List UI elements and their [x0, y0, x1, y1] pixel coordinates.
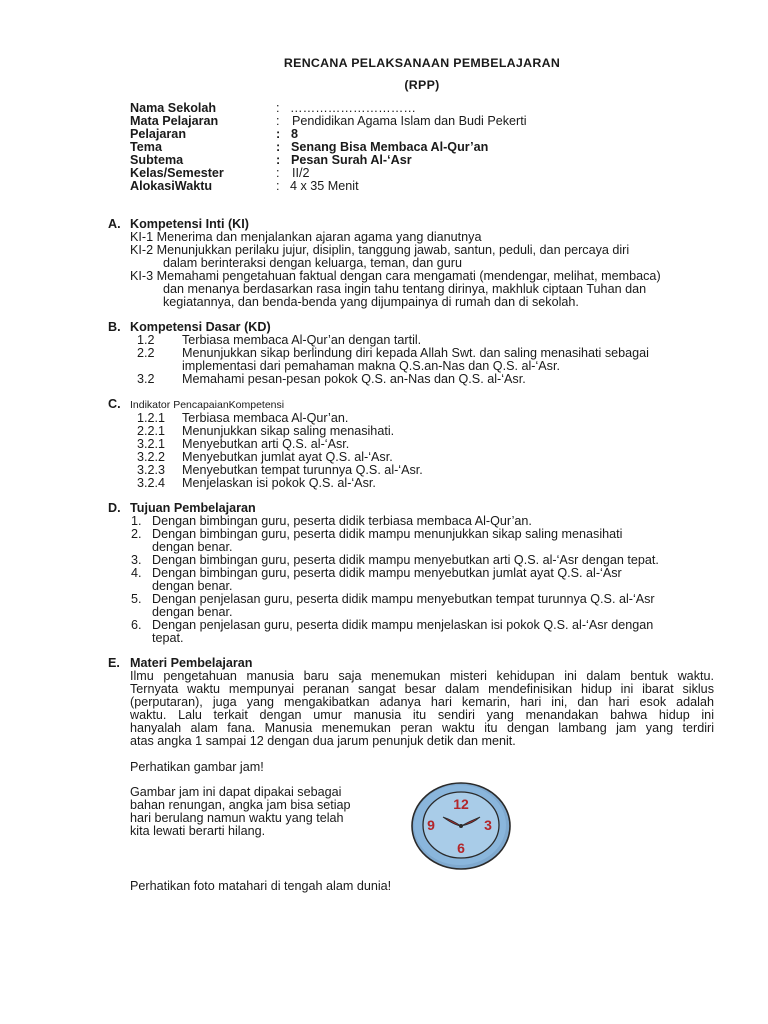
objective-number: 1. — [131, 514, 142, 528]
identity-label: Pelajaran — [130, 127, 187, 141]
identity-value-subtheme: Pesan Surah Al-‘Asr — [291, 153, 412, 167]
indicator-text: Menyebutkan arti Q.S. al-‘Asr. — [182, 437, 350, 451]
objective-number: 2. — [131, 527, 142, 541]
clock-numeral-9: 9 — [427, 817, 435, 833]
objective-text: Dengan bimbingan guru, peserta didik mampu menunjukkan sikap saling menasihati — [152, 527, 623, 541]
identity-colon: : — [276, 179, 280, 193]
objective-number: 6. — [131, 618, 142, 632]
identity-label: Mata Pelajaran — [130, 114, 219, 128]
objective-text: Dengan penjelasan guru, peserta didik mampu menjelaskan isi pokok Q.S. al-‘Asr dengan — [152, 618, 654, 632]
identity-label: Subtema — [130, 153, 184, 167]
identity-value-class: II/2 — [292, 166, 310, 180]
section-title: Indikator PencapaianKompetensi — [130, 399, 285, 411]
identity-label: Tema — [130, 140, 162, 154]
ki-line: KI-2 Menunjukkan perilaku jujur, disiplin, tanggung jawab, santun, peduli, dan percaya diri — [130, 243, 630, 257]
material-paragraph-line: (perputaran), juga yang mengakibatkan adanya hari kemarin, hari ini, dan hari esok adalah — [130, 695, 714, 709]
indicator-number: 2.2.1 — [137, 424, 166, 438]
identity-colon: : — [276, 166, 280, 180]
objective-text: Dengan bimbingan guru, peserta didik mampu menyebutkan jumlat ayat Q.S. al-‘Asr — [152, 566, 622, 580]
section-title: Tujuan Pembelajaran — [130, 501, 256, 515]
clock-caption-line: Gambar jam ini dapat dipakai sebagai — [130, 785, 342, 799]
indicator-number: 3.2.4 — [137, 476, 166, 490]
section-letter: A. — [108, 217, 121, 231]
section-letter: D. — [108, 501, 121, 515]
clock-instruction: Perhatikan gambar jam! — [130, 760, 264, 774]
objective-text: dengan benar. — [152, 605, 233, 619]
document-subtitle: (RPP) — [404, 78, 440, 92]
indicator-text: Terbiasa membaca Al-Qur’an. — [182, 411, 349, 425]
identity-value-school: ………………………… — [290, 101, 416, 115]
clock-numeral-12: 12 — [453, 796, 469, 812]
section-title: Kompetensi Inti (KI) — [130, 217, 249, 231]
identity-label: AlokasiWaktu — [130, 179, 213, 193]
ki-line: KI-1 Menerima dan menjalankan ajaran agama yang dianutnya — [130, 230, 482, 244]
identity-value-subject: Pendidikan Agama Islam dan Budi Pekerti — [292, 114, 527, 128]
material-paragraph-line: atas angka 1 sampai 12 dengan dua jarum penunjuk detik dan menit. — [130, 734, 516, 748]
identity-colon: : — [276, 127, 281, 141]
indicator-number: 3.2.2 — [137, 450, 166, 464]
material-paragraph-line: Ternyata waktu mempunyai peranan sangat besar dalam mendefinisikan hidup ini ibarat siklus — [130, 682, 714, 696]
objective-text: tepat. — [152, 631, 184, 645]
kd-number: 3.2 — [137, 372, 155, 386]
clock-caption-line: hari berulang namun waktu yang telah — [130, 811, 344, 825]
objective-number: 5. — [131, 592, 142, 606]
clock-illustration — [410, 779, 512, 871]
objective-text: Dengan bimbingan guru, peserta didik mampu menyebutkan arti Q.S. al-‘Asr dengan tepat. — [152, 553, 659, 567]
objective-text: Dengan bimbingan guru, peserta didik terbiasa membaca Al-Qur’an. — [152, 514, 532, 528]
material-paragraph-line: waktu. Lalu terkait dengan umur manusia itu sendiri yang menandakan bahwa hidup ini — [130, 708, 714, 722]
identity-colon: : — [276, 101, 280, 115]
objective-text: dengan benar. — [152, 579, 233, 593]
indicator-text: Menunjukkan sikap saling menasihati. — [182, 424, 395, 438]
ki-line: KI-3 Memahami pengetahuan faktual dengan cara mengamati (mendengar, melihat, membaca) — [130, 269, 661, 283]
indicator-number: 3.2.1 — [137, 437, 166, 451]
section-letter: E. — [108, 656, 120, 670]
indicator-number: 3.2.3 — [137, 463, 166, 477]
identity-colon: : — [276, 114, 280, 128]
objective-text: Dengan penjelasan guru, peserta didik mampu menyebutkan tempat turunnya Q.S. al-‘Asr — [152, 592, 655, 606]
kd-text: implementasi dari pemahaman makna Q.S.an-Nas dan Q.S. al-‘Asr. — [182, 359, 560, 373]
clock-numeral-6: 6 — [457, 840, 465, 856]
objective-number: 4. — [131, 566, 142, 580]
section-letter: C. — [108, 397, 121, 411]
ki-line: dalam berinteraksi dengan keluarga, teman, dan guru — [163, 256, 462, 270]
clock-numeral-3: 3 — [484, 817, 492, 833]
document-title: RENCANA PELAKSANAAN PEMBELAJARAN — [283, 56, 561, 70]
indicator-text: Menyebutkan jumlat ayat Q.S. al-‘Asr. — [182, 450, 393, 464]
objective-number: 3. — [131, 553, 142, 567]
section-letter: B. — [108, 320, 121, 334]
section-title: Materi Pembelajaran — [130, 656, 253, 670]
identity-value-theme: Senang Bisa Membaca Al-Qur’an — [291, 140, 489, 154]
kd-text: Terbiasa membaca Al-Qur’an dengan tartil. — [182, 333, 422, 347]
identity-value-lesson: 8 — [291, 127, 299, 141]
sun-instruction: Perhatikan foto matahari di tengah alam dunia! — [130, 879, 392, 893]
identity-colon: : — [276, 153, 281, 167]
identity-colon: : — [276, 140, 281, 154]
kd-text: Menunjukkan sikap berlindung diri kepada Allah Swt. dan saling menasihati sebagai — [182, 346, 649, 360]
identity-value-time: 4 x 35 Menit — [290, 179, 359, 193]
ki-line: dan menanya berdasarkan rasa ingin tahu tentang dirinya, makhluk ciptaan Tuhan dan — [163, 282, 647, 296]
section-title: Kompetensi Dasar (KD) — [130, 320, 271, 334]
clock-center-pin — [459, 824, 463, 828]
ki-line: kegiatannya, dan benda-benda yang dijumpainya di rumah dan di sekolah. — [163, 295, 579, 309]
objective-text: dengan benar. — [152, 540, 233, 554]
identity-label: Kelas/Semester — [130, 166, 224, 180]
indicator-text: Menyebutkan tempat turunnya Q.S. al-‘Asr. — [182, 463, 423, 477]
identity-label: Nama Sekolah — [130, 101, 217, 115]
kd-number: 2.2 — [137, 346, 155, 360]
indicator-text: Menjelaskan isi pokok Q.S. al-‘Asr. — [182, 476, 376, 490]
material-paragraph-line: hanyalah alam fana. Manusia menemukan peran waktu itu dengan lambang jam yang terdiri — [130, 721, 714, 735]
clock-caption-line: bahan renungan, angka jam bisa setiap — [130, 798, 351, 812]
kd-text: Memahami pesan-pesan pokok Q.S. an-Nas dan Q.S. al-‘Asr. — [182, 372, 526, 386]
material-paragraph-line: Ilmu pengetahuan manusia baru saja menemukan misteri kehidupan ini dalam bentuk waktu. — [130, 669, 714, 683]
indicator-number: 1.2.1 — [137, 411, 166, 425]
clock-caption-line: kita lewati berarti hilang. — [130, 824, 266, 838]
kd-number: 1.2 — [137, 333, 155, 347]
